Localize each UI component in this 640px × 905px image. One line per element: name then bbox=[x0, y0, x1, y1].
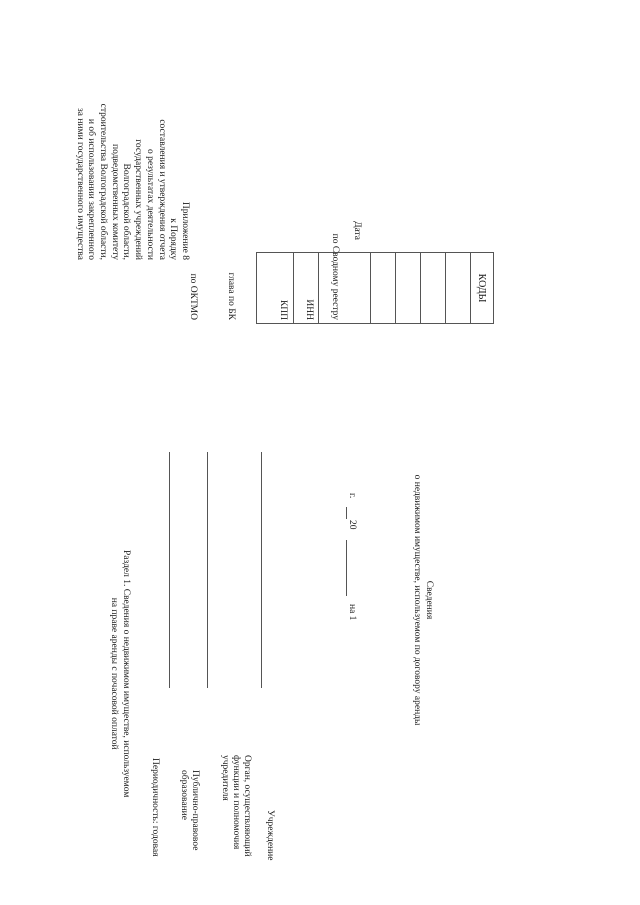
appendix-line: за ними государственного имущества bbox=[74, 108, 85, 260]
codes-table bbox=[256, 252, 494, 324]
code-cell-kpp[interactable] bbox=[371, 253, 396, 324]
authority-line: Орган, осуществляющий bbox=[242, 755, 252, 857]
entity-line: образование bbox=[179, 770, 189, 820]
appendix-block bbox=[73, 20, 190, 260]
code-cell-inn[interactable] bbox=[396, 253, 421, 324]
label-bk: глава по БК bbox=[226, 272, 236, 320]
section-heading bbox=[108, 550, 132, 797]
appendix-line: Приложение 8 bbox=[180, 201, 190, 260]
date-day-month-blank[interactable] bbox=[346, 540, 347, 596]
label-institution: Учреждение bbox=[265, 810, 275, 861]
authority-line: функции и полномочия bbox=[231, 755, 241, 850]
appendix-line: составления и утверждения отчета bbox=[156, 119, 167, 260]
date-prefix: на 1 bbox=[347, 604, 357, 621]
label-registry: по Сводному реестру bbox=[330, 233, 340, 320]
date-year-blank[interactable] bbox=[346, 507, 347, 519]
date-suffix: г. bbox=[347, 493, 357, 499]
appendix-line: о результатах деятельности bbox=[144, 148, 155, 260]
heading-title: Сведения bbox=[424, 580, 434, 620]
section-line: Раздел 1. Сведения о недвижимом имуществе, используемом bbox=[121, 550, 131, 798]
appendix-line: Волгоградской области, bbox=[121, 163, 132, 260]
section-line: на праве аренды с почасовой оплатой bbox=[109, 597, 119, 750]
label-date: Дата bbox=[352, 221, 362, 240]
code-cell-bk[interactable] bbox=[319, 253, 371, 324]
label-oktmo: по ОКТМО bbox=[188, 273, 198, 320]
heading-block bbox=[411, 400, 434, 800]
label-kpp: КПП bbox=[278, 299, 288, 320]
appendix-line: и об использовании закрепленного bbox=[86, 118, 97, 260]
appendix-line: государственных учреждений bbox=[133, 139, 144, 260]
authority-field-line[interactable] bbox=[207, 452, 208, 688]
label-authority bbox=[219, 755, 252, 857]
label-periodicity: Периодичность: годовая bbox=[150, 758, 160, 857]
appendix-line: к Порядку bbox=[168, 218, 179, 260]
label-inn: ИНН bbox=[304, 299, 314, 320]
entity-field-line[interactable] bbox=[169, 452, 170, 688]
entity-line: Публично-правовое bbox=[190, 770, 200, 851]
appendix-line: подведомственных комитету bbox=[109, 144, 120, 260]
appendix-line: строительства Волгоградской области, bbox=[98, 103, 109, 260]
codes-header: КОДЫ bbox=[471, 253, 494, 324]
code-cell-date[interactable] bbox=[446, 253, 471, 324]
label-entity bbox=[178, 770, 200, 850]
code-cell-registry[interactable] bbox=[421, 253, 446, 324]
date-year-prefix: 20 bbox=[347, 520, 357, 530]
authority-line: учредителя bbox=[220, 755, 230, 801]
heading-subtitle: о недвижимом имуществе, используемом по договору аренды bbox=[412, 474, 423, 726]
institution-field-line[interactable] bbox=[261, 452, 262, 688]
